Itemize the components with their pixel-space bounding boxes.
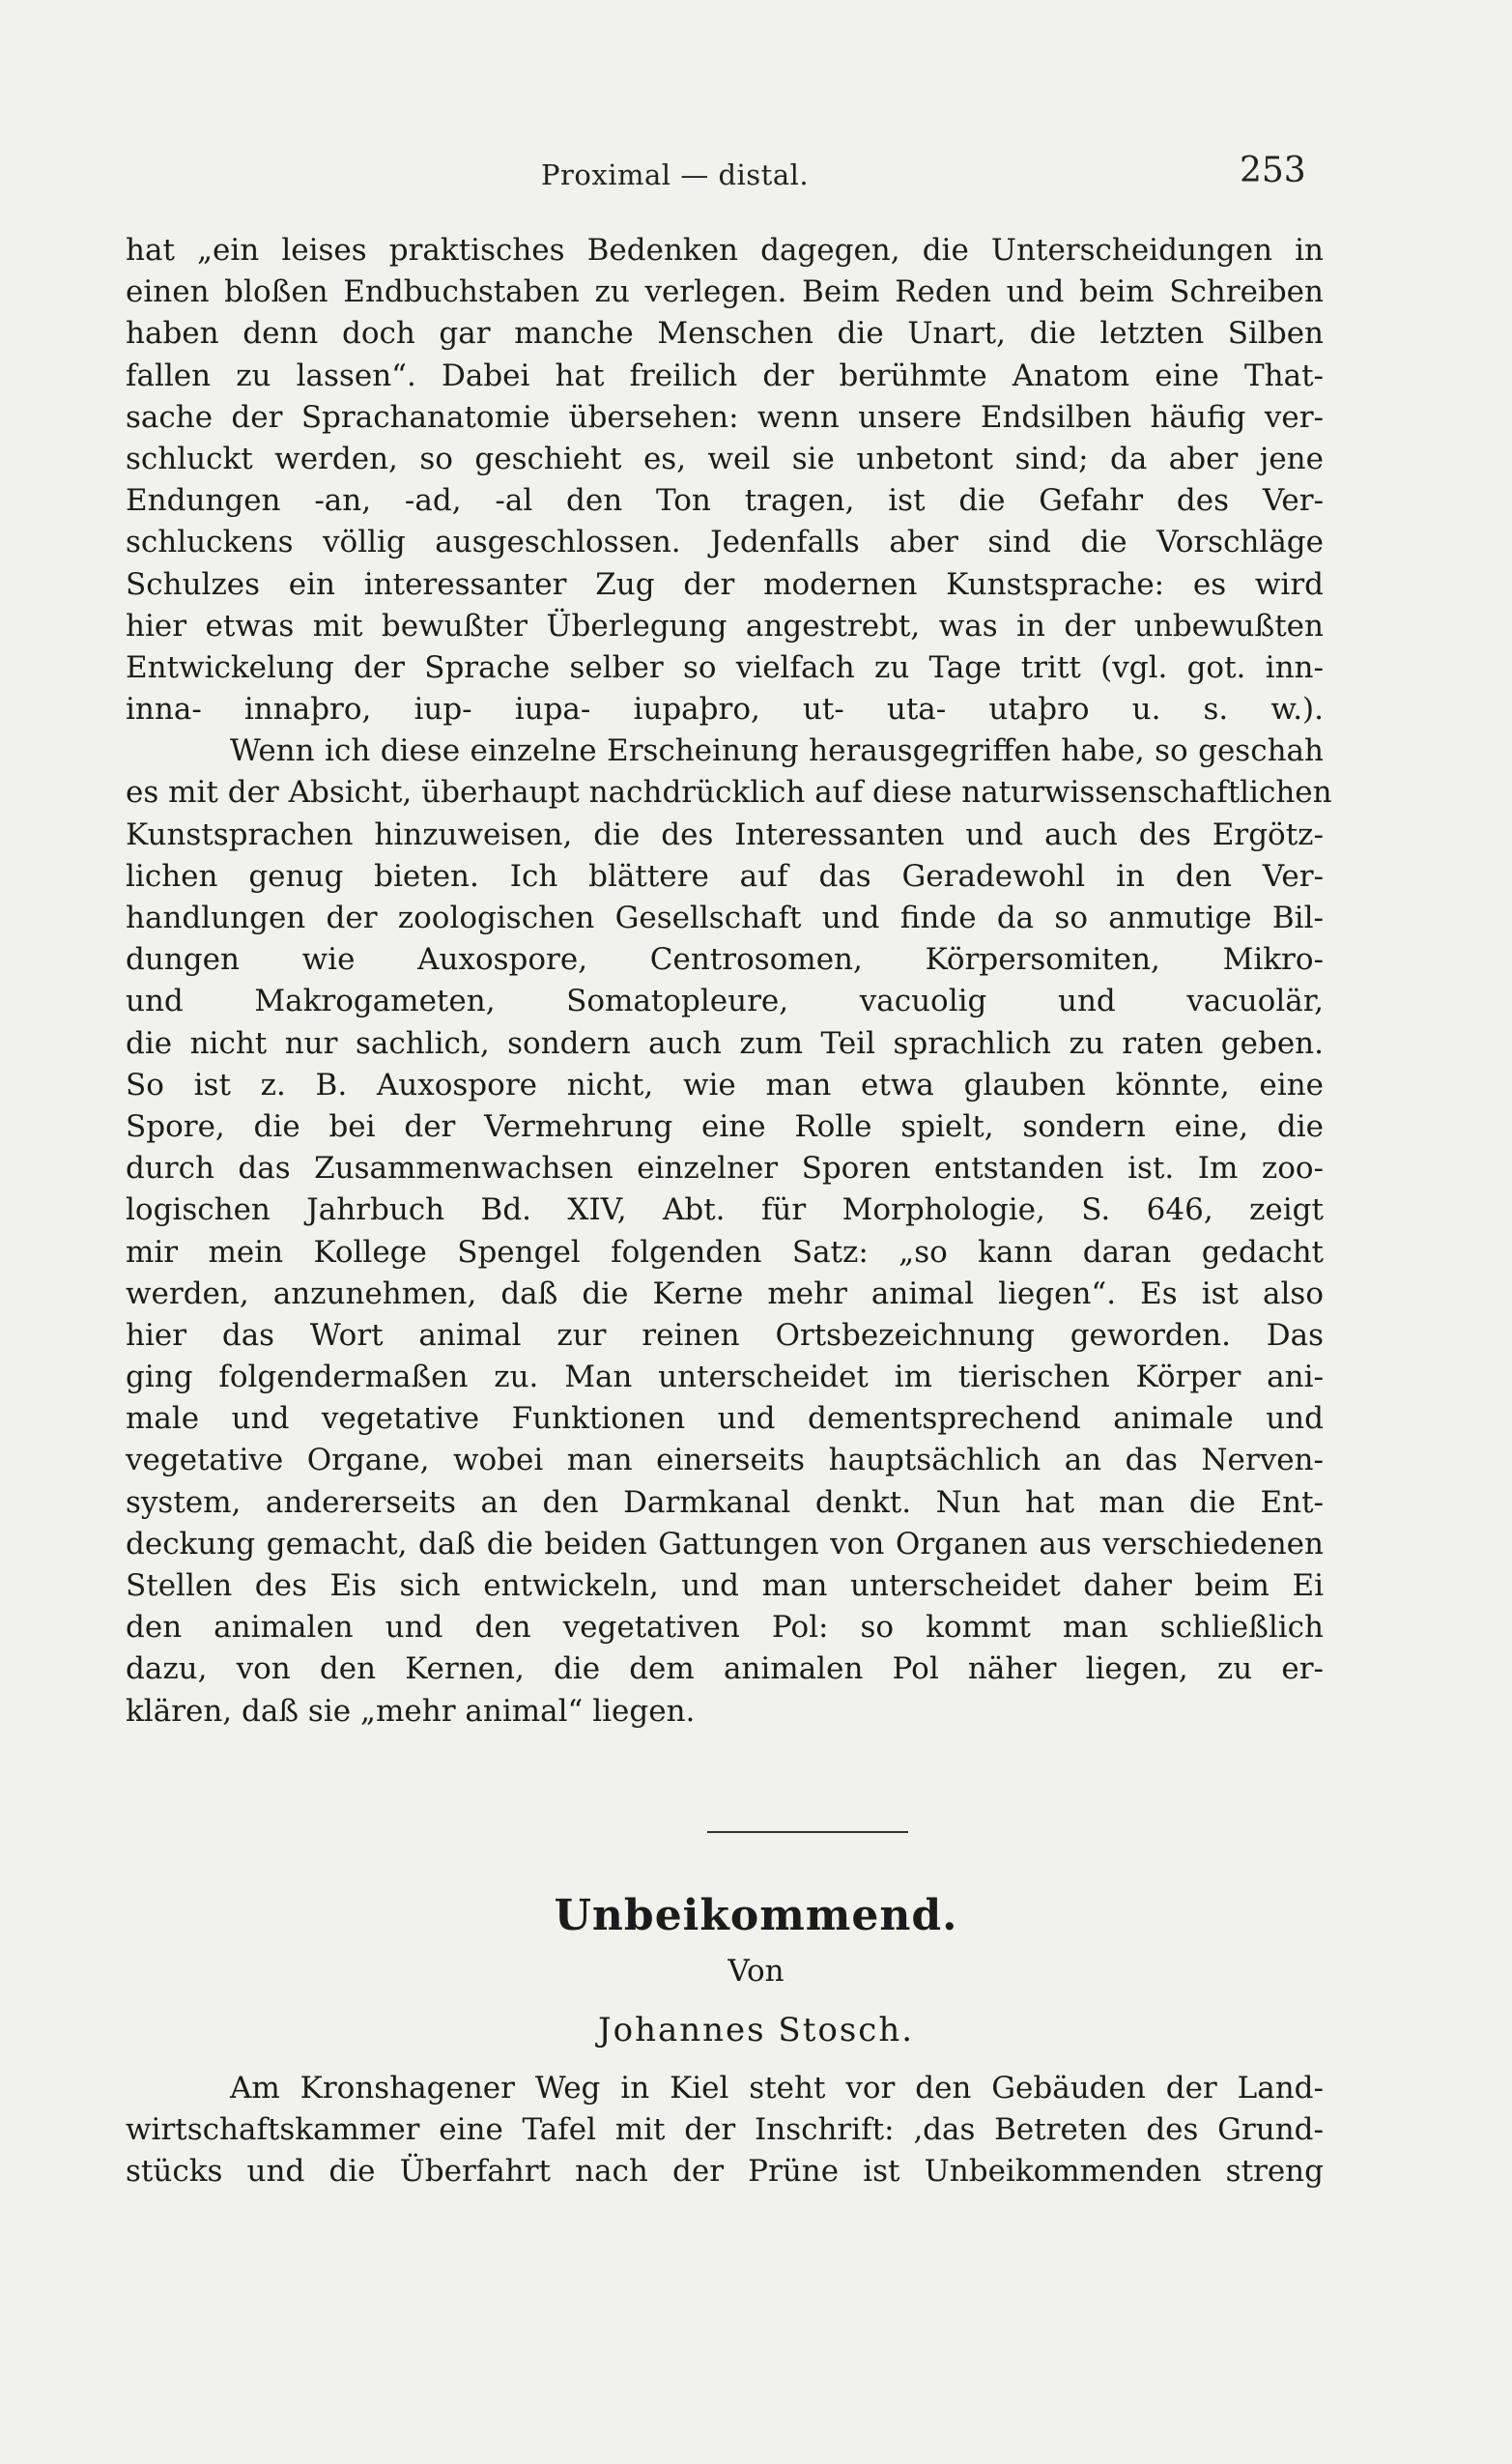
text-line: system, andererseits an den Darmkanal denkt. Nun hat man die Ent-	[126, 1484, 1324, 1520]
text-line: dazu, von den Kernen, die dem animalen Pol näher liegen, zu er-	[126, 1651, 1324, 1687]
text-line: wirtschaftskammer eine Tafel mit der Inschrift: ‚das Betreten des Grund-	[126, 2112, 1324, 2148]
text-line: mir mein Kollege Spengel folgenden Satz: „so kann daran gedacht	[126, 1234, 1324, 1270]
running-title: Proximal — distal.	[541, 158, 810, 191]
text-line: hier das Wort animal zur reinen Ortsbezeichnung geworden. Das	[126, 1317, 1324, 1353]
text-line: es mit der Absicht, überhaupt nachdrücklich auf diese naturwissenschaftlichen	[126, 775, 1332, 811]
text-line: So ist z. B. Auxospore nicht, wie man etwa glauben könnte, eine	[126, 1067, 1324, 1103]
article-title: Unbeikommend.	[554, 1891, 958, 1940]
text-line: werden, anzunehmen, daß die Kerne mehr animal liegen“. Es ist also	[126, 1275, 1324, 1311]
text-line: dungen wie Auxospore, Centrosomen, Körpersomiten, Mikro-	[126, 942, 1324, 978]
text-line: ging folgendermaßen zu. Man unterscheidet im tierischen Körper ani-	[126, 1360, 1324, 1395]
article-byline-von: Von	[727, 1954, 785, 1989]
paragraph-1	[126, 230, 1324, 731]
article-body	[126, 2068, 1324, 2193]
text-line: male und vegetative Funktionen und dementsprechend animale und	[126, 1401, 1324, 1437]
text-line: hat „ein leises praktisches Bedenken dagegen, die Unterscheidungen in	[126, 233, 1324, 268]
text-line: vegetative Organe, wobei man einerseits hauptsächlich an das Nerven-	[126, 1443, 1324, 1478]
text-line: deckung gemacht, daß die beiden Gattungen von Organen aus verschiedenen	[126, 1526, 1324, 1561]
text-line: Wenn ich diese einzelne Erscheinung herausgegriffen habe, so geschah	[230, 733, 1324, 769]
text-line: Endungen -an, -ad, -al den Ton tragen, ist die Gefahr des Ver-	[126, 483, 1324, 519]
text-line: logischen Jahrbuch Bd. XIV, Abt. für Morphologie, S. 646, zeigt	[126, 1192, 1324, 1228]
text-line: hier etwas mit bewußter Überlegung angestrebt, was in der unbewußten	[126, 608, 1324, 644]
text-line: schluckens völlig ausgeschlossen. Jedenfalls aber sind die Vorschläge	[126, 525, 1324, 560]
text-line: lichen genug bieten. Ich blättere auf das Geradewohl in den Ver-	[126, 858, 1324, 894]
paragraph-2	[126, 731, 1332, 1733]
text-line: handlungen der zoologischen Gesellschaft und finde da so anmutige Bil-	[126, 901, 1324, 935]
text-line: einen bloßen Endbuchstaben zu verlegen. Beim Reden und beim Schreiben	[126, 274, 1324, 310]
text-line: die nicht nur sachlich, sondern auch zum Teil sprachlich zu raten geben.	[126, 1025, 1324, 1061]
text-line: Schulzes ein interessanter Zug der modernen Kunstsprache: es wird	[126, 566, 1324, 602]
text-line: klären, daß sie „mehr animal“ liegen.	[126, 1693, 696, 1729]
text-line: Am Kronshagener Weg in Kiel steht vor den Gebäuden der Land-	[230, 2071, 1324, 2106]
text-line: und Makrogameten, Somatopleure, vacuolig und vacuolär,	[126, 984, 1324, 1019]
text-line: durch das Zusammenwachsen einzelner Sporen entstanden ist. Im zoo-	[126, 1151, 1324, 1187]
section-divider	[707, 1831, 908, 1833]
text-line: inna- innaþro, iup- iupa- iupaþro, ut- uta- utaþro u. s. w.).	[126, 692, 1324, 728]
text-line: fallen zu lassen“. Dabei hat freilich der berühmte Anatom eine That-	[126, 358, 1324, 393]
article-author: Johannes Stosch.	[597, 2011, 915, 2049]
text-line: Spore, die bei der Vermehrung eine Rolle spielt, sondern eine, die	[126, 1108, 1324, 1144]
text-line: haben denn doch gar manche Menschen die Unart, die letzten Silben	[126, 316, 1324, 352]
main-text	[126, 230, 1332, 1733]
text-line: sache der Sprachanatomie übersehen: wenn unsere Endsilben häufig ver-	[126, 399, 1324, 435]
text-line: stücks und die Überfahrt nach der Prüne ist Unbeikommenden streng	[126, 2154, 1324, 2190]
text-line: den animalen und den vegetativen Pol: so kommt man schließlich	[126, 1610, 1324, 1646]
page-number: 253	[1240, 151, 1306, 190]
text-line: Stellen des Eis sich entwickeln, und man unterscheidet daher beim Ei	[126, 1568, 1324, 1603]
text-line: Kunstsprachen hinzuweisen, die des Interessanten und auch des Ergötz-	[126, 817, 1324, 852]
text-line: Entwickelung der Sprache selber so vielfach zu Tage tritt (vgl. got. inn-	[126, 649, 1324, 685]
text-line: schluckt werden, so geschieht es, weil sie unbetont sind; da aber jene	[126, 441, 1324, 476]
